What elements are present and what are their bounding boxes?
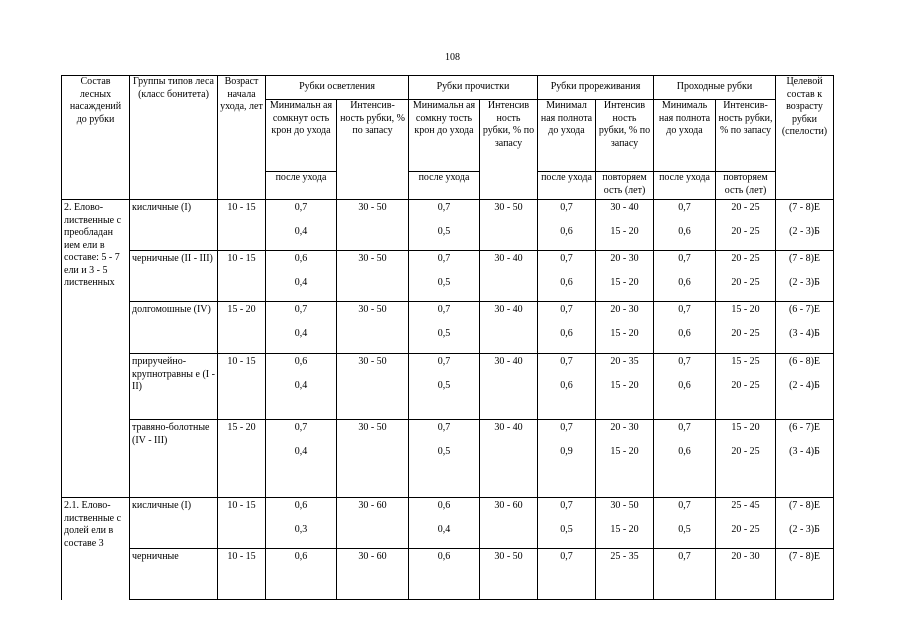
table-row [62, 354, 834, 420]
prorezh-int-cell [596, 420, 654, 498]
prorezh-min-cell [538, 302, 596, 354]
target-cell-value: (6 - 8)Е [788, 356, 821, 367]
prohod-min-cell [654, 420, 716, 498]
header-prohod-after: после ухода [654, 172, 716, 200]
prohod-int-cell-value: 15 - 25 [731, 356, 760, 367]
prorezh-int-cell-value: 20 - 30 [610, 304, 639, 315]
osvet-min-cell-value: 0,3 [294, 524, 308, 535]
osvet-int-cell: 30 - 50 [337, 200, 409, 251]
prochist-int-cell: 30 - 40 [480, 354, 538, 420]
header-prorezh-min: Минимал ная полнота до ухода [538, 100, 596, 172]
prochist-min-cell [409, 200, 480, 251]
prochist-min-cell [409, 354, 480, 420]
prorezh-min-cell-value: 0,7 [560, 253, 573, 264]
prorezh-min-cell-value: 0,6 [560, 226, 573, 237]
prorezh-min-cell [538, 200, 596, 251]
osvet-min-cell [266, 420, 337, 498]
osvet-min-cell-value: 0,6 [294, 500, 308, 511]
prochist-min-cell [409, 302, 480, 354]
prorezh-min-cell [538, 420, 596, 498]
target-cell [776, 200, 834, 251]
prochist-min-cell-value: 0,5 [437, 277, 451, 288]
prohod-int-cell-value: 20 - 25 [731, 253, 760, 264]
prorezh-int-cell-value: 20 - 35 [610, 356, 639, 367]
age-cell: 10 - 15 [218, 549, 266, 600]
osvet-min-cell-value: 0,6 [294, 551, 308, 562]
header-prorezh: Рубки прореживания [538, 76, 654, 100]
composition-cell: 2.1. Елово-лиственные с долей ели в составе 3 [62, 498, 130, 600]
forest-group-cell: кисличные (I) [130, 498, 218, 549]
osvet-int-cell: 30 - 50 [337, 251, 409, 302]
prochist-min-cell-value: 0,7 [437, 356, 451, 367]
osvet-min-cell [266, 549, 337, 600]
prorezh-min-cell-value [540, 575, 593, 599]
target-cell [776, 498, 834, 549]
osvet-min-cell-value: 0,4 [294, 380, 308, 391]
prohod-min-cell [654, 302, 716, 354]
header-prorezh-int: Интенсив ность рубки, % по запасу [596, 100, 654, 172]
target-cell-value: (2 - 3)Б [789, 277, 820, 288]
prochist-min-cell [409, 498, 480, 549]
prochist-int-cell: 30 - 50 [480, 200, 538, 251]
prochist-min-cell-value: 0,7 [437, 253, 451, 264]
osvet-min-cell-value: 0,7 [294, 202, 308, 213]
age-cell: 10 - 15 [218, 200, 266, 251]
prorezh-min-cell [538, 251, 596, 302]
prohod-int-cell [716, 498, 776, 549]
forest-group-cell: черничные [130, 549, 218, 600]
target-cell-value: (6 - 7)Е [788, 422, 821, 433]
target-cell-value: (7 - 8)Е [788, 500, 821, 511]
osvet-min-cell [266, 354, 337, 420]
header-prochist-int: Интенсив ность рубки, % по запасу [480, 100, 538, 200]
prorezh-min-cell-value: 0,7 [560, 202, 573, 213]
osvet-min-cell-value: 0,4 [294, 446, 308, 457]
prohod-int-cell-value: 15 - 20 [731, 304, 760, 315]
prorezh-int-cell [596, 251, 654, 302]
header-groups: Группы типов леса (класс бонитета) [130, 76, 218, 200]
prohod-min-cell [654, 354, 716, 420]
osvet-min-cell-value: 0,6 [294, 253, 308, 264]
prochist-min-cell-value: 0,6 [437, 551, 451, 562]
target-cell-value: (7 - 8)Е [788, 253, 821, 264]
prorezh-int-cell [596, 498, 654, 549]
prohod-min-cell-value: 0,5 [678, 524, 691, 535]
forest-group-cell: приручейно-крупнотравны е (I - II) [130, 354, 218, 420]
prohod-int-cell-value: 20 - 30 [731, 551, 760, 562]
header-prohod: Проходные рубки [654, 76, 776, 100]
target-cell [776, 549, 834, 600]
header-prorezh-after: после ухода [538, 172, 596, 200]
prohod-int-cell-value: 20 - 25 [731, 328, 760, 339]
prohod-min-cell-value: 0,7 [678, 202, 691, 213]
prorezh-int-cell [596, 200, 654, 251]
age-cell: 10 - 15 [218, 354, 266, 420]
age-cell: 10 - 15 [218, 251, 266, 302]
prorezh-min-cell-value: 0,6 [560, 277, 573, 288]
prochist-min-cell-value: 0,7 [437, 422, 451, 433]
prorezh-min-cell-value: 0,7 [560, 422, 573, 433]
forest-group-cell: травяно-болотные (IV - III) [130, 420, 218, 498]
header-prochist-after: после ухода [409, 172, 480, 200]
prorezh-int-cell-value: 30 - 40 [610, 202, 639, 213]
osvet-int-cell: 30 - 50 [337, 302, 409, 354]
composition-cell: 2. Елово-лиственные с преобладан ием ели в составе: 5 - 7 ели и 3 - 5 лиственных [62, 200, 130, 498]
prochist-min-cell-value: 0,7 [437, 202, 451, 213]
osvet-min-cell [266, 251, 337, 302]
prohod-min-cell-value: 0,6 [678, 277, 691, 288]
prorezh-int-cell [596, 302, 654, 354]
prorezh-int-cell-value: 15 - 20 [610, 277, 639, 288]
prochist-int-cell: 30 - 40 [480, 420, 538, 498]
prorezh-int-cell-value [598, 575, 651, 599]
osvet-int-cell: 30 - 50 [337, 420, 409, 498]
prochist-min-cell [409, 420, 480, 498]
prorezh-min-cell-value: 0,6 [560, 380, 573, 391]
osvet-min-cell-value [268, 575, 334, 599]
prochist-int-cell: 30 - 40 [480, 302, 538, 354]
target-cell-value: (7 - 8)Е [788, 202, 821, 213]
prohod-min-cell-value: 0,7 [678, 304, 691, 315]
prohod-int-cell [716, 354, 776, 420]
prohod-min-cell [654, 498, 716, 549]
prorezh-int-cell-value: 15 - 20 [610, 446, 639, 457]
header-osvet-int: Интенсив-ность рубки, % по запасу [337, 100, 409, 200]
prohod-int-cell [716, 251, 776, 302]
prohod-int-cell [716, 549, 776, 600]
prorezh-min-cell-value: 0,6 [560, 328, 573, 339]
osvet-min-cell-value: 0,4 [294, 328, 308, 339]
prochist-int-cell: 30 - 50 [480, 549, 538, 600]
header-prochist: Рубки прочистки [409, 76, 538, 100]
prohod-int-cell-value: 20 - 25 [731, 277, 760, 288]
header-composition: Состав лесных насаждений до рубки [62, 76, 130, 200]
prochist-min-cell-value: 0,5 [437, 380, 451, 391]
prohod-int-cell [716, 420, 776, 498]
table-row [62, 498, 834, 549]
prohod-int-cell-value: 20 - 25 [731, 202, 760, 213]
prorezh-int-cell-value: 20 - 30 [610, 422, 639, 433]
prorezh-min-cell-value: 0,7 [560, 304, 573, 315]
table-row [62, 549, 834, 600]
target-cell-value: (2 - 3)Б [789, 524, 820, 535]
target-cell [776, 302, 834, 354]
thinning-table [61, 75, 834, 600]
target-cell-value: (3 - 4)Б [789, 446, 820, 457]
prohod-min-cell-value: 0,6 [678, 328, 691, 339]
prochist-min-cell-value: 0,5 [437, 328, 451, 339]
prorezh-int-cell-value: 25 - 35 [610, 551, 639, 562]
prohod-min-cell-value: 0,7 [678, 253, 691, 264]
target-cell-value [778, 575, 831, 599]
osvet-int-cell: 30 - 50 [337, 354, 409, 420]
prorezh-int-cell-value: 15 - 20 [610, 524, 639, 535]
prohod-min-cell [654, 549, 716, 600]
header-prorezh-repeat: повторяем ость (лет) [596, 172, 654, 200]
prohod-int-cell-value: 20 - 25 [731, 446, 760, 457]
prochist-min-cell-value: 0,4 [437, 524, 451, 535]
osvet-min-cell-value: 0,6 [294, 356, 308, 367]
prorezh-int-cell [596, 354, 654, 420]
target-cell-value: (2 - 4)Б [789, 380, 820, 391]
prohod-min-cell-value: 0,7 [678, 422, 691, 433]
header-target: Целевой состав к возрасту рубки (спелости) [776, 76, 834, 200]
osvet-min-cell [266, 498, 337, 549]
prorezh-min-cell-value: 0,9 [560, 446, 573, 457]
prochist-min-cell [409, 549, 480, 600]
prorezh-int-cell [596, 549, 654, 600]
prohod-int-cell [716, 302, 776, 354]
table-row [62, 200, 834, 251]
prorezh-min-cell-value: 0,7 [560, 356, 573, 367]
prorezh-min-cell-value: 0,7 [560, 500, 573, 511]
prochist-min-cell-value [411, 575, 477, 599]
prorezh-min-cell-value: 0,7 [560, 551, 573, 562]
prorezh-int-cell-value: 20 - 30 [610, 253, 639, 264]
target-cell-value: (6 - 7)Е [788, 304, 821, 315]
header-osvet-min: Минимальн ая сомкнут ость крон до ухода [266, 100, 337, 172]
header-osvet-after: после ухода [266, 172, 337, 200]
prohod-min-cell [654, 251, 716, 302]
header-prohod-min: Минималь ная полнота до ухода [654, 100, 716, 172]
target-cell [776, 354, 834, 420]
age-cell: 10 - 15 [218, 498, 266, 549]
prohod-min-cell [654, 200, 716, 251]
osvet-int-cell: 30 - 60 [337, 549, 409, 600]
prochist-min-cell-value: 0,5 [437, 226, 451, 237]
prorezh-int-cell-value: 15 - 20 [610, 380, 639, 391]
prohod-int-cell-value: 20 - 25 [731, 524, 760, 535]
target-cell-value: (3 - 4)Б [789, 328, 820, 339]
target-cell [776, 251, 834, 302]
prohod-min-cell-value: 0,7 [678, 356, 691, 367]
header-osvet: Рубки осветления [266, 76, 409, 100]
osvet-min-cell-value: 0,4 [294, 277, 308, 288]
header-prohod-repeat: повторяем ость (лет) [716, 172, 776, 200]
forest-group-cell: долгомошные (IV) [130, 302, 218, 354]
prorezh-int-cell-value: 30 - 50 [610, 500, 639, 511]
prohod-int-cell-value: 20 - 25 [731, 380, 760, 391]
prohod-min-cell-value: 0,6 [678, 226, 691, 237]
target-cell-value: (7 - 8)Е [788, 551, 821, 562]
prochist-int-cell: 30 - 60 [480, 498, 538, 549]
forest-group-cell: кисличные (I) [130, 200, 218, 251]
header-age: Возраст начала ухода, лет [218, 76, 266, 200]
prorezh-min-cell [538, 354, 596, 420]
osvet-min-cell-value: 0,4 [294, 226, 308, 237]
prohod-int-cell-value: 20 - 25 [731, 226, 760, 237]
age-cell: 15 - 20 [218, 420, 266, 498]
page-number: 108 [445, 52, 460, 63]
prohod-int-cell-value: 15 - 20 [731, 422, 760, 433]
target-cell-value: (2 - 3)Б [789, 226, 820, 237]
target-cell [776, 420, 834, 498]
osvet-int-cell: 30 - 60 [337, 498, 409, 549]
prorezh-min-cell-value: 0,5 [560, 524, 573, 535]
prochist-min-cell-value: 0,5 [437, 446, 451, 457]
header-prochist-min: Минимальн ая сомкну тость крон до ухода [409, 100, 480, 172]
prohod-min-cell-value [656, 575, 713, 599]
prohod-min-cell-value: 0,6 [678, 446, 691, 457]
prorezh-min-cell [538, 498, 596, 549]
header-prohod-int: Интенсив-ность рубки, % по запасу [716, 100, 776, 172]
table-row [62, 251, 834, 302]
prorezh-int-cell-value: 15 - 20 [610, 226, 639, 237]
forest-group-cell: черничные (II - III) [130, 251, 218, 302]
osvet-min-cell [266, 302, 337, 354]
prohod-int-cell [716, 200, 776, 251]
table-row [62, 302, 834, 354]
osvet-min-cell-value: 0,7 [294, 422, 308, 433]
prohod-int-cell-value [718, 575, 773, 599]
prochist-min-cell-value: 0,7 [437, 304, 451, 315]
prorezh-int-cell-value: 15 - 20 [610, 328, 639, 339]
prohod-min-cell-value: 0,6 [678, 380, 691, 391]
prohod-min-cell-value: 0,7 [678, 551, 691, 562]
table-row [62, 420, 834, 498]
prorezh-min-cell [538, 549, 596, 600]
prochist-min-cell-value: 0,6 [437, 500, 451, 511]
osvet-min-cell-value: 0,7 [294, 304, 308, 315]
prohod-int-cell-value: 25 - 45 [731, 500, 760, 511]
age-cell: 15 - 20 [218, 302, 266, 354]
osvet-min-cell [266, 200, 337, 251]
prochist-int-cell: 30 - 40 [480, 251, 538, 302]
prohod-min-cell-value: 0,7 [678, 500, 691, 511]
prochist-min-cell [409, 251, 480, 302]
